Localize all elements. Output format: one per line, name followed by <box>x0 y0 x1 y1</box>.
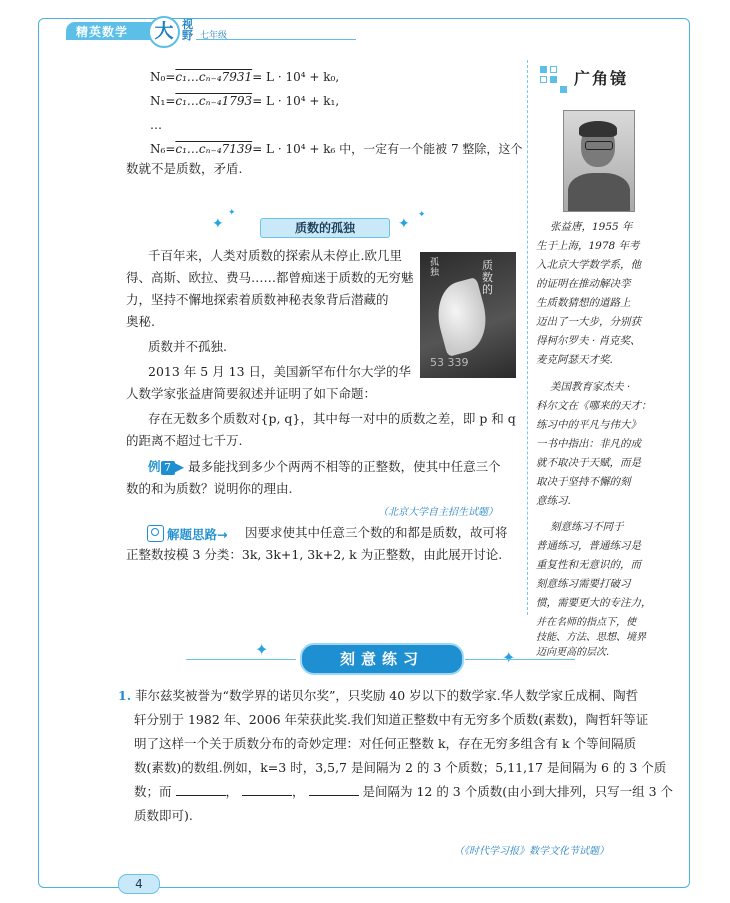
problem1-source: （《时代学习报》数学文化节试题） <box>454 846 609 857</box>
header-rule <box>196 39 356 40</box>
star-icon: ✦ <box>502 648 516 667</box>
answer-blank-2[interactable] <box>242 783 292 796</box>
problem1-line1: 1. 菲尔兹奖被誉为“数学界的诺贝尔奖”，只奖励 40 岁以下的数学家.华人数学家丘成桐、陶哲 <box>118 688 639 703</box>
sidebar-quote-5: 取决于坚持不懈的刻 <box>536 476 631 488</box>
sidebar-bio-6: 得柯尔罗夫 · 肖克奖、 <box>536 335 641 347</box>
star-icon: ✦ <box>418 210 426 220</box>
sidebar-note-0: 刻意练习不同于 <box>550 521 624 533</box>
para4-line2: 的距离不超过七千万. <box>126 433 243 448</box>
sidebar-note-4: 惯，需要更大的专注力， <box>536 597 652 609</box>
example-number: 7 <box>161 461 175 475</box>
portrait-photo <box>563 110 635 212</box>
square-icon <box>550 66 557 73</box>
para4-line1: 存在无数多个质数对{p, q}，其中每一对中的质数之差，即 p 和 q <box>148 411 516 426</box>
para2: 质数并不孤独. <box>148 339 227 354</box>
problem1-line5: 数；而 ， ， 是间隔为 12 的 3 个质数(由小到大排列，只写一组 3 个 <box>134 784 674 799</box>
header-grade: 七年级 <box>200 31 228 41</box>
sidebar-quote-1: 科尔文在《哪来的天才： <box>536 400 652 412</box>
book-title-1: 孤独 <box>430 258 440 278</box>
sidebar-bio-7: 麦克阿瑟天才奖. <box>536 354 613 366</box>
star-icon: ✦ <box>398 216 410 232</box>
square-icon <box>540 66 547 73</box>
practice-banner: 刻意练习 <box>300 643 464 675</box>
sidebar-bio-0: 张益唐，1955 年 <box>550 221 633 233</box>
example-line1: 例 7 ▶ 最多能找到多少个两两不相等的正整数，使其中任意三个 <box>148 459 501 474</box>
sidebar-quote-0: 美国教育家杰夫 · <box>550 381 631 393</box>
para3-line2: 人数学家张益唐简要叙述并证明了如下命题： <box>126 386 377 401</box>
book-title-2: 质数的 <box>482 259 493 296</box>
example-line2: 数的和为质数？说明你的理由. <box>126 481 293 496</box>
sidebar-bio-4: 生质数猜想的道路上 <box>536 297 631 309</box>
answer-blank-3[interactable] <box>309 783 359 796</box>
star-icon: ✦ <box>255 640 269 659</box>
problem-number: 1. <box>118 688 132 703</box>
square-icon <box>540 76 547 83</box>
sidebar-quote-4: 就不取决于天赋，而是 <box>536 457 641 469</box>
magnifier-icon <box>147 525 164 542</box>
sidebar-bio-2: 入北京大学数学系，他 <box>536 259 641 271</box>
para1-line2: 得、高斯、欧拉、费马……都曾痴迷于质数的无穷魅 <box>126 270 414 285</box>
sidebar-title: 广角镜 <box>574 69 629 88</box>
section-title: 质数的孤独 <box>260 218 390 238</box>
header-big-char: 大 <box>148 16 180 48</box>
practice-rule-right <box>465 659 575 660</box>
page-number: 4 <box>118 874 160 894</box>
square-icon <box>560 86 567 93</box>
equation-0: N₀=c₁…cₙ₋₄7931= L · 10⁴ + k₀, <box>150 70 340 84</box>
practice-rule-left <box>186 659 296 660</box>
sidebar-quote-2: 练习中的平凡与伟大》 <box>536 419 641 431</box>
sidebar-note-5: 并在名师的指点下，使 <box>536 617 636 628</box>
equation-6: N₆=c₁…cₙ₋₄7139= L · 10⁴ + k₆ 中，一定有一个能被 7 整除，这个 <box>150 142 523 156</box>
hint-line1: 因要求使其中任意三个数的和都是质数，故可将 <box>245 525 508 540</box>
example-source: （北京大学自主招生试题） <box>378 507 498 518</box>
equation-tail: 数就不是质数，矛盾. <box>126 161 243 176</box>
para1-line1: 千百年来，人类对质数的探索从未停止.欧几里 <box>148 248 402 263</box>
sidebar-bio-5: 迈出了一大步，分别获 <box>536 316 641 328</box>
problem1-line3: 明了这样一个关于质数分布的奇妙定理：对任何正整数 k，存在无穷多组含有 k 个等间隔质 <box>134 736 637 751</box>
star-icon: ✦ <box>212 216 224 232</box>
para3-line1: 2013 年 5 月 13 日，美国新罕布什尔大学的华 <box>148 364 412 379</box>
equation-1: N₁=c₁…cₙ₋₄1793= L · 10⁴ + k₁, <box>150 94 340 108</box>
sidebar-bio-1: 生于上海，1978 年考 <box>536 240 640 252</box>
sidebar-note-1: 普通练习，普通练习是 <box>536 540 641 552</box>
square-icon <box>550 76 557 83</box>
problem1-line2: 轩分别于 1982 年、2006 年荣获此奖.我们知道正整数中有无穷多个质数(素数)，陶哲轩等证 <box>134 712 649 727</box>
star-icon: ✦ <box>228 208 236 218</box>
sidebar-bio-3: 的证明在推动解决孪 <box>536 278 631 290</box>
hint-label: 解题思路→ <box>147 525 228 543</box>
header-brand: 精英数学 <box>76 25 129 39</box>
para1-line3: 力，坚持不懈地探索着质数神秘表象背后潜藏的 <box>126 292 389 307</box>
book-number: 53 339 <box>430 356 469 369</box>
header <box>66 16 266 42</box>
sidebar-quote-3: 一书中指出：非凡的成 <box>536 438 641 450</box>
sidebar-quote-6: 意练习. <box>536 495 571 507</box>
sidebar-note-3: 刻意练习需要打破习 <box>536 578 631 590</box>
para1-line4: 奥秘. <box>126 314 155 329</box>
sidebar-note-7: 迈向更高的层次. <box>536 647 610 658</box>
example-label: 例 <box>148 459 161 474</box>
book-cover-image <box>420 252 516 378</box>
problem1-line4: 数(素数)的数组.例如，k=3 时，3,5,7 是间隔为 2 的 3 个质数；5,11,17 是间隔为 6 的 3 个质 <box>134 760 667 775</box>
equation-ellipsis: … <box>150 118 162 132</box>
hint-line2: 正整数按模 3 分类：3k, 3k+1, 3k+2, k 为正整数，由此展开讨论. <box>126 547 503 562</box>
sidebar-note-2: 重复性和无意识的，而 <box>536 559 641 571</box>
problem1-line6: 质数即可). <box>134 808 193 823</box>
sidebar-note-6: 技能、方法、思想、境界 <box>536 632 646 643</box>
answer-blank-1[interactable] <box>176 783 226 796</box>
header-view: 视野 <box>182 18 193 42</box>
